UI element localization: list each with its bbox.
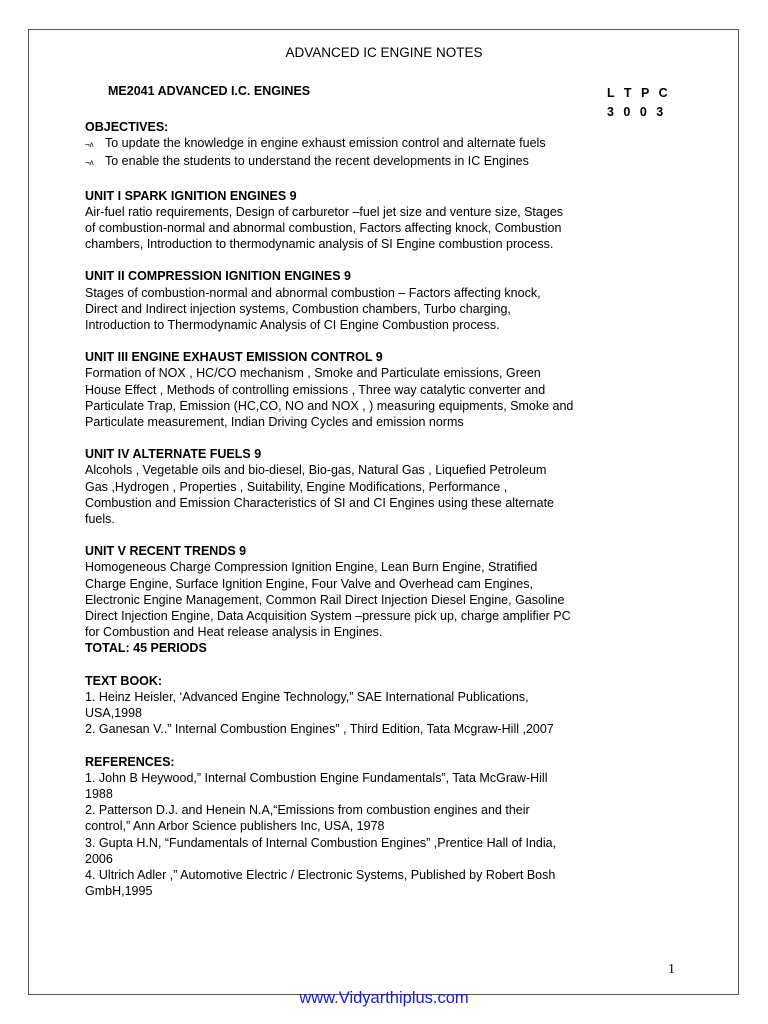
bullet-icon: ¬ʌ — [85, 140, 94, 150]
textbook-line: USA,1998 — [85, 706, 142, 721]
unit-line: Stages of combustion-normal and abnormal combustion – Factors affecting knock, — [85, 285, 541, 300]
objective-item — [85, 153, 645, 171]
unit-line: for Combustion and Heat release analysis in Engines. — [85, 625, 383, 640]
unit-line: Direct and Indirect injection systems, Combustion chambers, Turbo charging, — [85, 301, 511, 316]
ltpc-block — [607, 84, 671, 122]
objective-text: To enable the students to understand the recent developments in IC Engines — [105, 154, 529, 169]
page-number: 1 — [668, 962, 675, 977]
reference-line: 3. Gupta H.N, “Fundamentals of Internal Combustion Engines” ,Prentice Hall of India, — [85, 835, 557, 850]
unit-line: Particulate measurement, Indian Driving Cycles and emission norms — [85, 415, 464, 430]
objectives-heading: OBJECTIVES: — [85, 120, 169, 134]
reference-line: 1. John B Heywood,” Internal Combustion Engine Fundamentals”, Tata McGraw-Hill — [85, 770, 548, 785]
unit-line: fuels. — [85, 512, 115, 527]
unit-line: Direct Injection Engine, Data Acquisition System –pressure pick up, charge amplifier PC — [85, 609, 571, 624]
footer-website-link[interactable]: www.Vidyarthiplus.com — [299, 989, 469, 1007]
reference-line: 2. Patterson D.J. and Henein N.A,“Emissions from combustion engines and their — [85, 803, 530, 818]
textbook-heading: TEXT BOOK: — [85, 673, 163, 688]
unit-line: Gas ,Hydrogen , Properties , Suitability, Engine Modifications, Performance , — [85, 479, 508, 494]
textbook-line: 2. Ganesan V..” Internal Combustion Engines” , Third Edition, Tata Mcgraw-Hill ,2007 — [85, 722, 554, 737]
unit-heading: UNIT II COMPRESSION IGNITION ENGINES 9 — [85, 269, 352, 284]
unit-line: Alcohols , Vegetable oils and bio-diesel, Bio-gas, Natural Gas , Liquefied Petroleum — [85, 463, 547, 478]
ltpc-label: L T P C — [607, 86, 671, 100]
unit-line: chambers, Introduction to thermodynamic analysis of SI Engine combustion process. — [85, 237, 554, 252]
objective-text: To update the knowledge in engine exhaust emission control and alternate fuels — [105, 136, 546, 151]
total-periods: TOTAL: 45 PERIODS — [85, 641, 207, 656]
objective-item — [85, 135, 645, 153]
unit-3-section — [85, 349, 645, 430]
ltpc-values: 3 0 0 3 — [607, 105, 667, 119]
unit-4-section — [85, 446, 645, 527]
references-heading: REFERENCES: — [85, 754, 175, 769]
unit-line: Particulate Trap, Emission (HC,CO, NO and NOX , ) measuring equipments, Smoke and — [85, 398, 574, 413]
unit-5-section — [85, 543, 645, 656]
unit-1-section — [85, 188, 645, 253]
bullet-icon: ¬ʌ — [85, 158, 94, 168]
unit-heading: UNIT IV ALTERNATE FUELS 9 — [85, 447, 262, 462]
textbook-line: 1. Heinz Heisler, ‘Advanced Engine Technology,” SAE International Publications, — [85, 689, 529, 704]
objectives-section — [85, 119, 645, 172]
textbook-section — [85, 673, 645, 738]
unit-line: House Effect , Methods of controlling emissions , Three way catalytic converter and — [85, 382, 546, 397]
unit-heading: UNIT V RECENT TRENDS 9 — [85, 544, 247, 559]
reference-line: 2006 — [85, 851, 113, 866]
course-code-title: ME2041 ADVANCED I.C. ENGINES — [108, 84, 311, 98]
reference-line: control,” Ann Arbor Science publishers Inc, USA, 1978 — [85, 819, 385, 834]
reference-line: GmbH,1995 — [85, 884, 153, 899]
unit-heading: UNIT III ENGINE EXHAUST EMISSION CONTROL 9 — [85, 350, 383, 365]
unit-line: Formation of NOX , HC/CO mechanism , Smoke and Particulate emissions, Green — [85, 366, 541, 381]
unit-line: Introduction to Thermodynamic Analysis of CI Engine Combustion process. — [85, 318, 500, 333]
references-section — [85, 754, 645, 900]
unit-line: Homogeneous Charge Compression Ignition Engine, Lean Burn Engine, Stratified — [85, 560, 538, 575]
unit-line: of combustion-normal and abnormal combustion, Factors affecting knock, Combustion — [85, 221, 562, 236]
page-header-title: ADVANCED IC ENGINE NOTES — [285, 45, 483, 60]
unit-heading: UNIT I SPARK IGNITION ENGINES 9 — [85, 188, 297, 203]
syllabus-content — [85, 119, 645, 915]
unit-line: Electronic Engine Management, Common Rail Direct Injection Diesel Engine, Gasoline — [85, 592, 565, 607]
unit-2-section — [85, 268, 645, 333]
unit-line: Charge Engine, Surface Ignition Engine, Four Valve and Overhead cam Engines, — [85, 576, 533, 591]
reference-line: 4. Ultrich Adler ,” Automotive Electric / Electronic Systems, Published by Robert Bosh — [85, 867, 556, 882]
unit-line: Air-fuel ratio requirements, Design of carburetor –fuel jet size and venture size, Stages — [85, 204, 564, 219]
reference-line: 1988 — [85, 786, 113, 801]
unit-line: Combustion and Emission Characteristics of SI and CI Engines using these alternate — [85, 495, 554, 510]
